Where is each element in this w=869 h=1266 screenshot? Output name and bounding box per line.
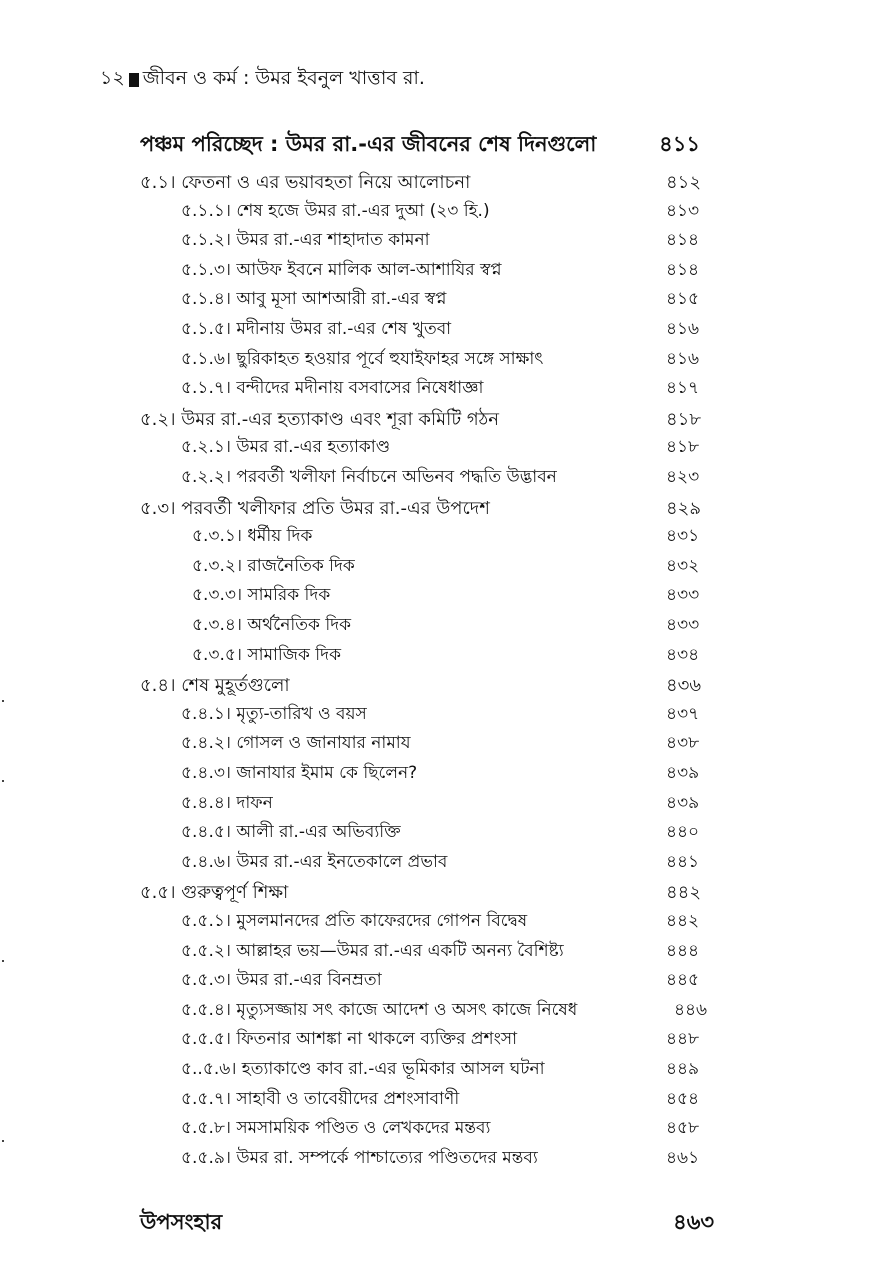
- toc-entry-page: ৪৬১: [666, 1147, 700, 1168]
- toc-entry-title: ৫.১.৬। ছুরিকাহত হওয়ার পূর্বে হুযাইফাহর সঙ্গে সাক্ষাৎ: [181, 348, 544, 369]
- toc-entry-page: ৪৩১: [666, 526, 700, 547]
- toc-entry-title: ৫.৫.১। মুসলমানদের প্রতি কাফেরদের গোপন বিদ্বেষ: [181, 911, 528, 931]
- toc-entry-title: ৫.১.৪। আবু মূসা আশআরী রা.-এর স্বপ্ন: [181, 289, 447, 310]
- toc-entry-title: ৫.৫.৩। উমর রা.-এর বিনম্রতা: [181, 970, 382, 991]
- toc-entry-title: ৫.১.১। শেষ হজে উমর রা.-এর দুআ (২৩ হি.): [181, 200, 490, 221]
- scan-speck: [2, 1140, 4, 1142]
- toc-entry: [0, 257, 869, 287]
- running-header: [100, 64, 425, 96]
- toc-entry: [0, 849, 869, 879]
- toc-entry-title: ৫.৪.৫। আলী রা.-এর অভিব্যক্তি: [181, 822, 401, 843]
- toc-entry-page: ৪৪২: [666, 911, 700, 931]
- toc-entry-title: ৫.৩.২। রাজনৈতিক দিক: [192, 555, 355, 576]
- toc-entry-title: ৫.৪.৬। উমর রা.-এর ইনতেকালে প্রভাব: [181, 851, 448, 872]
- scan-speck: [2, 780, 4, 782]
- toc-entry-title: ৫.৩.৪। অর্থনৈতিক দিক: [192, 615, 352, 635]
- scan-speck: [2, 960, 4, 962]
- toc-entry: [0, 198, 869, 228]
- toc-entry-title: ৫..৫.৬। হত্যাকাণ্ডে কাব রা.-এর ভূমিকার আসল ঘটনা: [181, 1059, 545, 1079]
- toc-entry-page: ৪১৭: [666, 378, 700, 399]
- toc-entry-title: ৫.৫.৯। উমর রা. সম্পর্কে পাশ্চাত্যের পণ্ডিতদের মন্তব্য: [181, 1147, 538, 1168]
- toc-entry-title: ৫.৫.৪। মৃত্যুসজ্জায় সৎ কাজে আদেশ ও অসৎ কাজে নিষেধ: [181, 999, 578, 1020]
- toc-entry: [0, 1026, 869, 1056]
- square-bullet-icon: [129, 73, 139, 87]
- chapter-page: ৪১১: [659, 132, 700, 156]
- toc-entry-page: ৪১৬: [666, 319, 700, 339]
- toc-entry-title: ৫.২। উমর রা.-এর হত্যাকাণ্ড এবং শূরা কমিটি গঠন: [140, 408, 500, 430]
- toc-entry-page: ৪১৮: [666, 437, 700, 458]
- toc-entry-title: ৫.১.৭। বন্দীদের মদীনায় বসবাসের নিষেধাজ্ঞা: [181, 378, 484, 399]
- toc-entry: [0, 642, 869, 672]
- toc-entry-title: ৫.৫.৫। ফিতনার আশঙ্কা না থাকলে ব্যক্তির প্রশংসা: [181, 1029, 518, 1050]
- toc-entry: [0, 168, 869, 198]
- toc-entry-page: ৪৪৯: [666, 1059, 700, 1079]
- toc-entry-title: ৫.১। ফেতনা ও এর ভয়াবহতা নিয়ে আলোচনা: [140, 172, 471, 193]
- toc-entry-page: ৪৩৩: [666, 585, 700, 606]
- conclusion-page: ৪৬৩: [673, 1210, 714, 1234]
- toc-entry: [0, 553, 869, 583]
- toc-entry: [0, 701, 869, 731]
- toc-entry-page: ৪৩৮: [666, 733, 700, 754]
- toc-entry: [0, 1115, 869, 1145]
- toc-entry-page: ৪৪০: [666, 822, 700, 843]
- toc-entry: [0, 405, 869, 435]
- toc-entry: [0, 730, 869, 760]
- toc-entry: [0, 316, 869, 346]
- toc-entry-page: ৪৪১: [666, 851, 700, 872]
- toc-entry: [0, 286, 869, 316]
- toc-entry: [0, 908, 869, 938]
- toc-entry-page: ৪৪২: [666, 882, 702, 904]
- toc-entry-title: ৫.৫.২। আল্লাহর ভয়—উমর রা.-এর একটি অনন্য বৈশিষ্ট্য: [181, 940, 564, 961]
- page-number: ১২: [100, 67, 125, 89]
- toc-entry: [0, 1056, 869, 1086]
- toc-entry-page: ৪৩৭: [666, 703, 700, 724]
- toc-entry-title: ৫.৩। পরবর্তী খলীফার প্রতি উমর রা.-এর উপদেশ: [140, 497, 490, 519]
- toc-entry-title: ৫.৫.৮। সমসাময়িক পণ্ডিত ও লেখকদের মন্তব্য: [181, 1118, 491, 1139]
- toc-entry-page: ৪৩৯: [666, 763, 700, 783]
- toc-entry-title: ৫.৪.২। গোসল ও জানাযার নামায: [181, 733, 411, 754]
- toc-entry-page: ৪১৪: [666, 259, 700, 280]
- toc-entry-title: ৫.৫। গুরুত্বপূর্ণ শিক্ষা: [140, 882, 289, 904]
- toc-entry-title: ৫.৪.১। মৃত্যু-তারিখ ও বয়স: [181, 703, 367, 724]
- toc-entry-page: ৪৪৬: [674, 999, 708, 1020]
- toc-entry: [0, 790, 869, 820]
- toc-entry-page: ৪১৮: [666, 408, 702, 430]
- toc-entry-page: ৪৩৪: [666, 644, 700, 665]
- toc-entry: [0, 582, 869, 612]
- toc-entry-title: ৫.৪.৪। দাফন: [181, 792, 273, 813]
- toc-entry: [0, 1086, 869, 1116]
- toc-entry: [0, 671, 869, 701]
- toc-entry-page: ৪৫৪: [666, 1088, 700, 1109]
- toc-entry-page: ৪৪৮: [666, 1029, 700, 1050]
- toc-entry: [0, 819, 869, 849]
- toc-entry-page: ৪৩২: [666, 555, 700, 576]
- toc-entry-page: ৪১৩: [666, 200, 700, 221]
- toc-entry-page: ৪২৩: [666, 467, 700, 487]
- toc-entry: [0, 434, 869, 464]
- toc-entry: [0, 494, 869, 524]
- toc-entry-title: ৫.১.২। উমর রা.-এর শাহাদাত কামনা: [181, 230, 430, 251]
- toc-entry-title: ৫.২.২। পরবর্তী খলীফা নির্বাচনে অভিনব পদ্ধতি উদ্ভাবন: [181, 467, 557, 487]
- toc-entry: [0, 227, 869, 257]
- toc-entry-title: ৫.৪। শেষ মুহূর্তগুলো: [140, 675, 290, 697]
- conclusion-entry: [140, 1206, 714, 1241]
- toc-entry-page: ৪৪৪: [666, 940, 700, 961]
- toc-entry-title: ৫.১.৫। মদীনায় উমর রা.-এর শেষ খুতবা: [181, 319, 452, 339]
- toc-entry: [0, 612, 869, 642]
- toc-entry: [0, 1145, 869, 1175]
- toc-entry-title: ৫.৫.৭। সাহাবী ও তাবেয়ীদের প্রশংসাবাণী: [181, 1088, 460, 1109]
- toc-entry-title: ৫.৩.৫। সামাজিক দিক: [192, 644, 341, 665]
- toc-entry-page: ৪১২: [666, 172, 702, 193]
- toc-entry-title: ৫.২.১। উমর রা.-এর হত্যাকাণ্ড: [181, 437, 391, 458]
- toc-entry: [0, 967, 869, 997]
- toc-entry-page: ৪৪৫: [666, 970, 700, 991]
- toc-entry-page: ৪৩৬: [666, 675, 702, 697]
- book-title: জীবন ও কর্ম : উমর ইবনুল খাত্তাব রা.: [142, 67, 425, 89]
- toc-entry: [0, 464, 869, 494]
- toc-entry-title: ৫.৩.১। ধর্মীয় দিক: [192, 526, 313, 547]
- toc-entry-title: ৫.১.৩। আউফ ইবনে মালিক আল-আশাযির স্বপ্ন: [181, 259, 502, 280]
- toc-entry: [0, 346, 869, 376]
- toc-entry-page: ৪১৬: [666, 348, 700, 369]
- toc-entry: [0, 997, 869, 1027]
- chapter-heading: [140, 128, 700, 163]
- toc-entry: [0, 938, 869, 968]
- toc-entry: [0, 375, 869, 405]
- toc-entry-title: ৫.৩.৩। সামরিক দিক: [192, 585, 331, 606]
- toc-entry: [0, 523, 869, 553]
- toc-entry-title: ৫.৪.৩। জানাযার ইমাম কে ছিলেন?: [181, 763, 418, 783]
- toc-entry: [0, 878, 869, 908]
- toc-entry-page: ৪১৪: [666, 230, 700, 251]
- toc-entry-page: ৪৫৮: [666, 1118, 700, 1139]
- toc-entry-page: ৪৩৯: [666, 792, 700, 813]
- toc-entry-page: ৪৩৩: [666, 615, 700, 635]
- chapter-title: পঞ্চম পরিচ্ছেদ : উমর রা.-এর জীবনের শেষ দিনগুলো: [140, 132, 597, 156]
- conclusion-title: উপসংহার: [140, 1210, 223, 1234]
- toc-entry: [0, 760, 869, 790]
- toc-entry-page: ৪২৯: [666, 497, 702, 519]
- scan-speck: [2, 700, 4, 702]
- toc-entry-page: ৪১৫: [666, 289, 700, 310]
